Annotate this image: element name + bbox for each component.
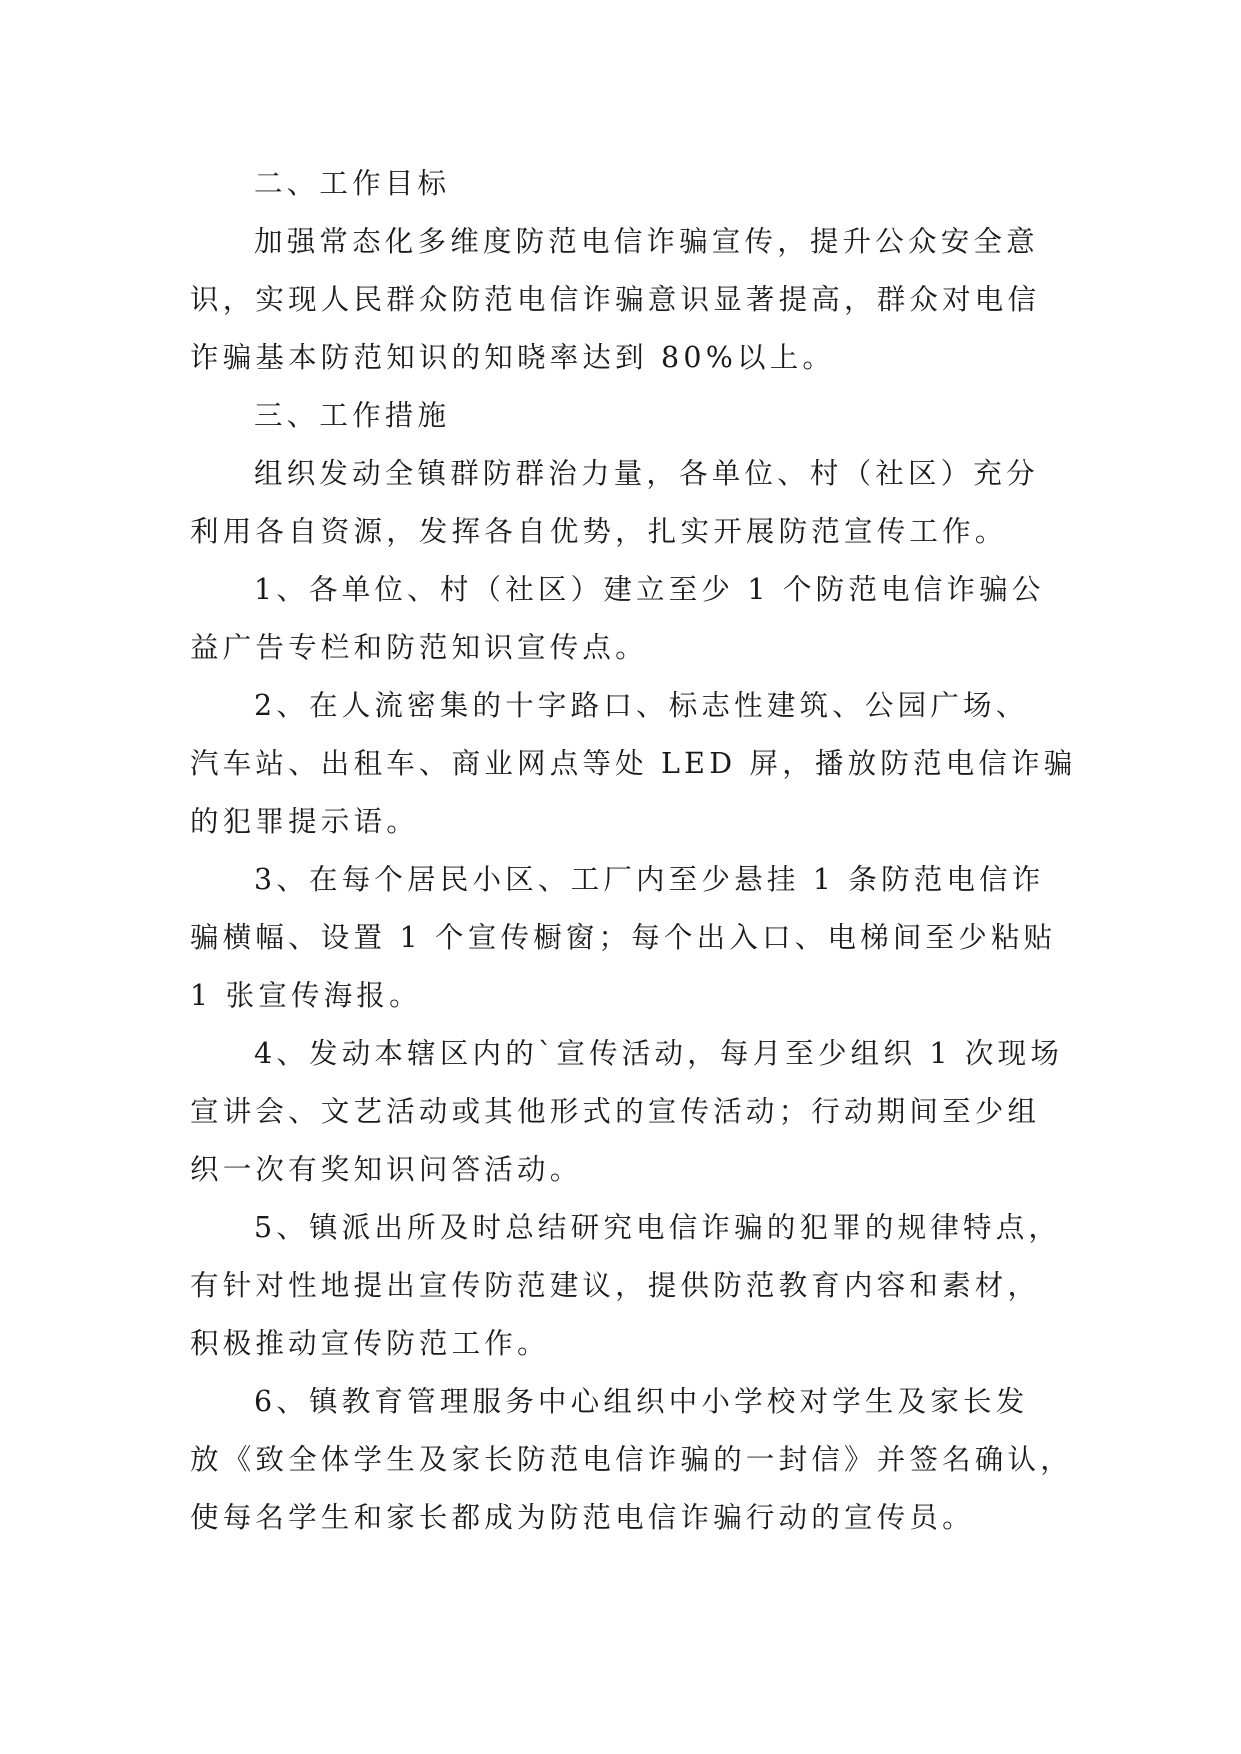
paragraph-line: 织一次有奖知识问答活动。 [190, 1153, 583, 1186]
paragraph-line: 加强常态化多维度防范电信诈骗宣传，提升公众安全意 [254, 225, 1039, 258]
paragraph-line: 宣讲会、文艺活动或其他形式的宣传活动；行动期间至少组 [190, 1095, 1041, 1128]
document-body [190, 155, 1077, 1547]
paragraph-line: 利用各自资源，发挥各自优势，扎实开展防范宣传工作。 [190, 515, 1008, 548]
list-item-3: 3、在每个居民小区、工厂内至少悬挂 1 条防范电信诈 [254, 863, 1045, 896]
paragraph-line: 使每名学生和家长都成为防范电信诈骗行动的宣传员。 [190, 1501, 975, 1534]
paragraph-line: 放《致全体学生及家长防范电信诈骗的一封信》并签名确认， [190, 1443, 1073, 1476]
list-item-2: 2、在人流密集的十字路口、标志性建筑、公园广场、 [254, 689, 1029, 722]
paragraph-line: 诈骗基本防范知识的知晓率达到 80%以上。 [190, 341, 836, 374]
paragraph-line: 组织发动全镇群防群治力量，各单位、村（社区）充分 [254, 457, 1039, 490]
paragraph-line: 积极推动宣传防范工作。 [190, 1327, 550, 1360]
paragraph-line: 识，实现人民群众防范电信诈骗意识显著提高，群众对电信 [190, 283, 1041, 316]
paragraph-line: 1 张宣传海报。 [190, 979, 422, 1012]
list-item-5: 5、镇派出所及时总结研究电信诈骗的犯罪的规律特点， [254, 1211, 1062, 1244]
list-item-1: 1、各单位、村（社区）建立至少 1 个防范电信诈骗公 [254, 573, 1045, 606]
paragraph-line: 有针对性地提出宣传防范建议，提供防范教育内容和素材， [190, 1269, 1041, 1302]
section-heading-goals: 二、工作目标 [254, 167, 451, 200]
paragraph-line: 益广告专栏和防范知识宣传点。 [190, 631, 648, 664]
section-heading-measures: 三、工作措施 [254, 399, 451, 432]
paragraph-line: 汽车站、出租车、商业网点等处 LED 屏，播放防范电信诈骗 [190, 747, 1077, 780]
paragraph-line: 的犯罪提示语。 [190, 805, 419, 838]
list-item-6: 6、镇教育管理服务中心组织中小学校对学生及家长发 [254, 1385, 1029, 1418]
list-item-4: 4、发动本辖区内的`宣传活动，每月至少组织 1 次现场 [254, 1037, 1064, 1070]
paragraph-line: 骗横幅、设置 1 个宣传橱窗；每个出入口、电梯间至少粘贴 [190, 921, 1057, 954]
